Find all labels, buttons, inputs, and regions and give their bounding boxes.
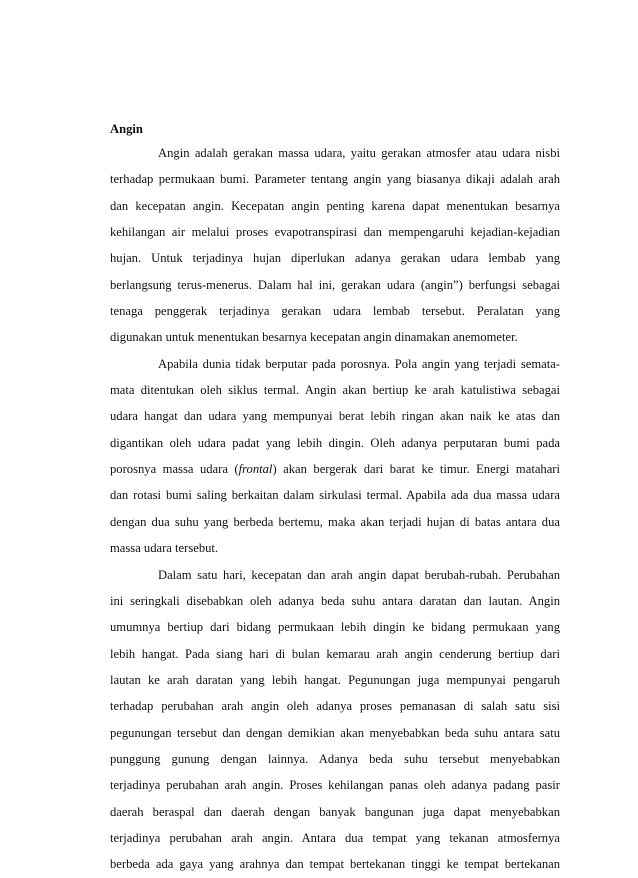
- paragraph-line: dan kecepatan angin. Kecepatan angin penting karena dapat menentukan besarnya: [110, 198, 560, 213]
- paragraph-line: dengan dua suhu yang berbeda bertemu, maka akan terjadi hujan di batas antara dua: [110, 514, 560, 529]
- line-text: Apabila dunia tidak berputar pada porosnya. Pola angin yang terjadi semata-: [158, 356, 560, 371]
- line-text: ) akan bergerak dari barat ke timur. Energi matahari: [272, 462, 560, 477]
- paragraph-line: ini seringkali disebabkan oleh adanya beda suhu antara daratan dan lautan. Angin: [110, 593, 560, 608]
- paragraph-line: lebih hangat. Pada siang hari di bulan kemarau arah angin cenderung bertiup dari: [110, 646, 560, 661]
- paragraph-line: berbeda ada gaya yang arahnya dan tempat bertekanan tinggi ke tempat bertekanan: [110, 857, 560, 872]
- paragraph-line: pegunungan tersebut dan dengan demikian akan menyebabkan beda suhu antara satu: [110, 725, 560, 740]
- paragraph-line: punggung gunung dengan lainnya. Adanya beda suhu tersebut menyebabkan: [110, 751, 560, 766]
- paragraph-line: digantikan oleh udara padat yang lebih dingin. Oleh adanya perputaran bumi pada: [110, 435, 560, 450]
- document-page: [110, 118, 560, 878]
- paragraph-line: terhadap perubahan arah angin oleh adanya proses pemanasan di salah satu sisi: [110, 699, 560, 714]
- paragraph-line: hujan. Untuk terjadinya hujan diperlukan adanya gerakan udara lembab yang: [110, 251, 560, 266]
- paragraph-line: [110, 140, 560, 166]
- paragraph-1: [110, 140, 560, 351]
- paragraph-line: massa udara tersebut.: [110, 541, 219, 556]
- line-text: porosnya massa udara (: [110, 462, 239, 477]
- paragraph-line: berlangsung terus-menerus. Dalam hal ini, gerakan udara (angin”) berfungsi sebagai: [110, 277, 560, 292]
- paragraph-line: [110, 351, 560, 377]
- paragraph-line: digunakan untuk menentukan besarnya kecepatan angin dinamakan anemometer.: [110, 330, 518, 345]
- paragraph-line: tenaga penggerak terjadinya gerakan udara lembab tersebut. Peralatan yang: [110, 304, 560, 319]
- italic-term: frontal: [238, 462, 273, 477]
- paragraph-line: [110, 456, 560, 482]
- line-text: Angin adalah gerakan massa udara, yaitu gerakan atmosfer atau udara nisbi: [158, 146, 560, 160]
- line-text: Dalam satu hari, kecepatan dan arah angin dapat berubah-rubah. Perubahan: [158, 567, 560, 582]
- paragraph-line: mata ditentukan oleh siklus termal. Angin akan bertiup ke arah katulistiwa sebagai: [110, 383, 560, 398]
- paragraph-line: terhadap permukaan bumi. Parameter tentang angin yang biasanya dikaji adalah arah: [110, 172, 560, 187]
- paragraph-line: kehilangan air melalui proses evapotranspirasi dan mempengaruhi kejadian-kejadian: [110, 225, 560, 240]
- paragraph-line: daerah beraspal dan daerah dengan banyak bangunan juga dapat menyebabkan: [110, 804, 560, 819]
- paragraph-line: udara hangat dan udara yang mempunyai berat lebih ringan akan naik ke atas dan: [110, 409, 560, 424]
- paragraph-line: terjadinya perubahan arah angin. Antara dua tempat yang tekanan atmosfernya: [110, 830, 560, 845]
- paragraph-line: [110, 562, 560, 588]
- section-title: Angin: [110, 122, 143, 136]
- paragraph-line: terjadinya perubahan arah angin. Proses kehilangan panas oleh adanya padang pasir: [110, 778, 560, 793]
- paragraph-2: [110, 351, 560, 562]
- paragraph-line: umumnya bertiup dari bidang permukaan lebih dingin ke bidang permukaan yang: [110, 620, 560, 635]
- paragraph-line: lautan ke arah daratan yang lebih hangat. Pegunungan juga mempunyai pengaruh: [110, 672, 560, 687]
- paragraph-line: dan rotasi bumi saling berkaitan dalam sirkulasi termal. Apabila ada dua massa udara: [110, 488, 560, 503]
- paragraph-3: [110, 562, 560, 878]
